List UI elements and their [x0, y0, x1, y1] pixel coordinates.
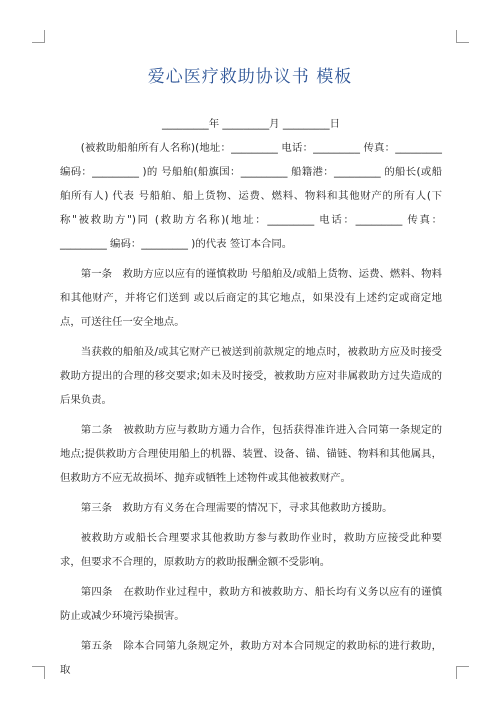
paragraph-article-1: 第一条 救助方应以应有的谨慎救助 号船舶及/或船上货物、运费、燃料、物料和其他财产，并将它们送到 或以后商定的其它地点，如果没有上述约定或商定地点，可送往任一安全地点。 [60, 268, 442, 328]
crop-mark-top-left [32, 30, 45, 43]
paragraph-article-3: 第三条 救助方有义务在合理需要的情况下，寻求其他救助方援助。 [80, 502, 393, 514]
crop-mark-top-right [456, 30, 469, 43]
paragraph-article-3-request: 被救助方或船长合理要求其他救助方参与救助作业时，救助方应接受此种要求，但要求不合理的，原救助方的救助报酬金额不受影响。 [60, 532, 442, 568]
document-title: 爱心医疗救助协议书 模板 [147, 67, 353, 87]
document-body [60, 136, 442, 682]
paragraph-article-5: 第五条 除本合同第九条规定外，救助方对本合同规定的救助标的进行救助，取 [60, 640, 442, 676]
paragraph-article-4: 第四条 在救助作业过程中，救助方和被救助方、船长均有义务以应有的谨慎防止或减少环境污染损害。 [60, 586, 442, 622]
crop-mark-bottom-right [456, 666, 469, 679]
paragraph-article-2: 第二条 被救助方应与救助方通力合作，包括获得准许进入合同第一条规定的地点;提供救助方合理使用船上的机器、装置、设备、锚、锚链、物料和其他属具，但救助方不应无故损坏、抛弃或牺牲上述物件或其他被救财产。 [60, 424, 442, 484]
crop-mark-bottom-left [32, 666, 45, 679]
paragraph-article-1-delivery: 当获救的船舶及/或其它财产已被送到前款规定的地点时，被救助方应及时接受救助方提出的合理的移交要求;如未及时接受，被救助方应对非属救助方过失造成的后果负责。 [60, 346, 442, 406]
paragraph-parties: (被救助船舶所有人名称)(地址：_________ 电话：_________ 传真：_________ 编码：_________ )的 号船舶(船旗国：_________ 船籍港：_________ 的船长(或船舶所有人) 代表 号船舶、船上货物、运费、燃料、物料和其他财产的所有人(下称"被救助方")同 (救助方名称)(地址：_________ 电话：_________ 传真：_________ 编码：_________ )的代表 签订本合同。 [60, 142, 442, 250]
date-line: _________年 _________月 _________日 [161, 118, 341, 130]
